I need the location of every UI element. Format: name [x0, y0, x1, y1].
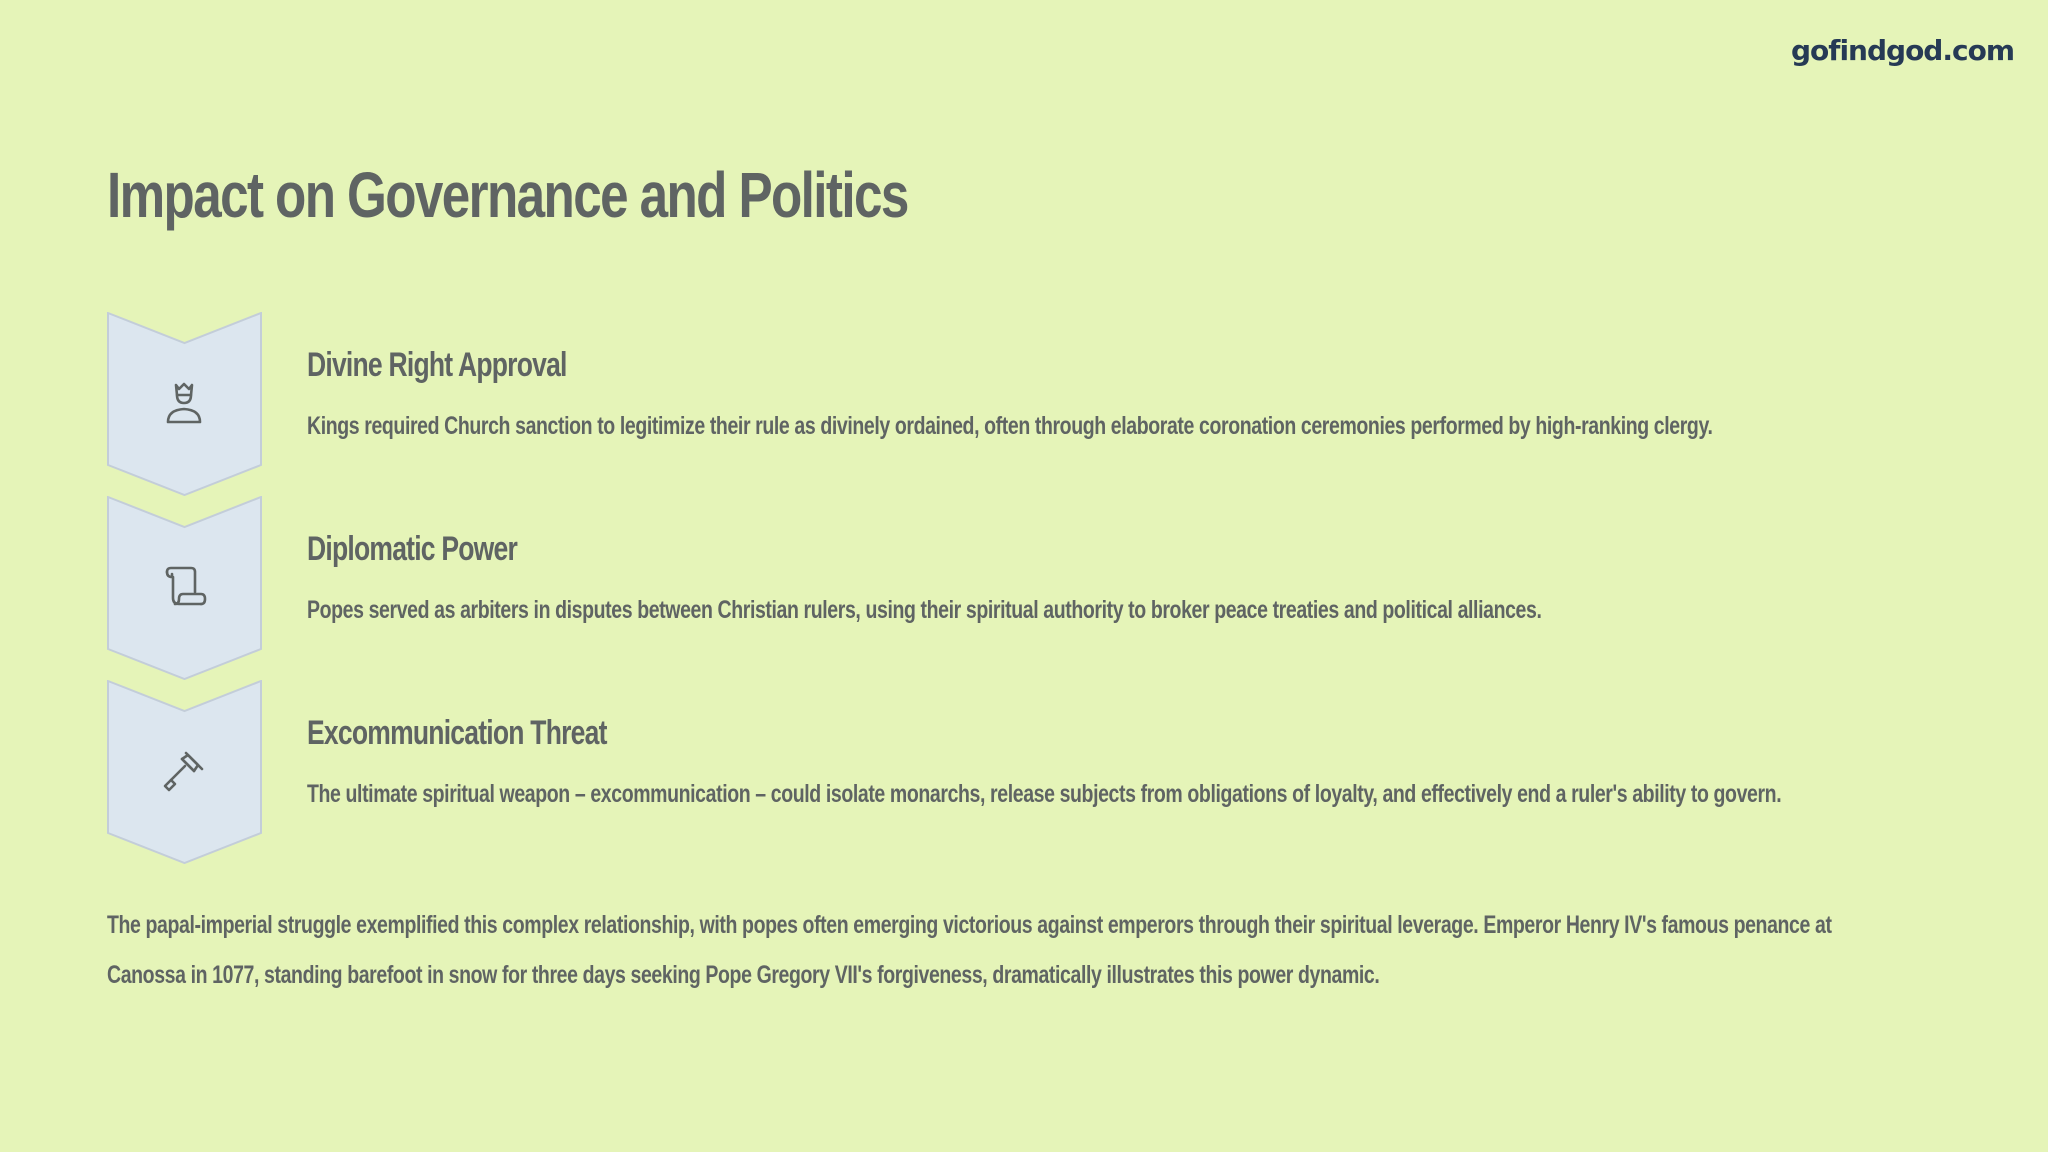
step-description: Kings required Church sanction to legitimize their rule as divinely ordained, often through elaborate coronation ceremonies performed by high-ranking clergy. [307, 412, 1713, 440]
brand-logo[interactable]: gofindgod.com [1790, 34, 2014, 67]
page-title: Impact on Governance and Politics [107, 159, 908, 231]
summary-paragraph: The papal-imperial struggle exemplified this complex relationship, with popes often emerging victorious against emperors through their spiritual leverage. Emperor Henry IV's famous penance at Canossa in 1077, standing barefoot in snow for three days seeking Pope Gregory VII's forgiveness, dramatically illustrates this power dynamic. [107, 911, 1832, 989]
gavel-icon [159, 746, 209, 796]
step-title: Excommunication Threat [307, 714, 607, 752]
steps-list [107, 312, 1957, 864]
chevron-badge [107, 680, 262, 864]
step-divine-right [107, 312, 1957, 496]
step-excommunication [107, 680, 1957, 864]
crowned-person-icon [159, 378, 209, 428]
scroll-icon [159, 562, 209, 612]
step-title: Divine Right Approval [307, 346, 567, 384]
step-title: Diplomatic Power [307, 530, 518, 568]
step-description: Popes served as arbiters in disputes between Christian rulers, using their spiritual authority to broker peace treaties and political alliances. [307, 596, 1542, 624]
step-diplomatic-power [107, 496, 1957, 680]
chevron-badge [107, 496, 262, 680]
chevron-badge [107, 312, 262, 496]
step-description: The ultimate spiritual weapon – excommunication – could isolate monarchs, release subjects from obligations of loyalty, and effectively end a ruler's ability to govern. [307, 780, 1782, 808]
